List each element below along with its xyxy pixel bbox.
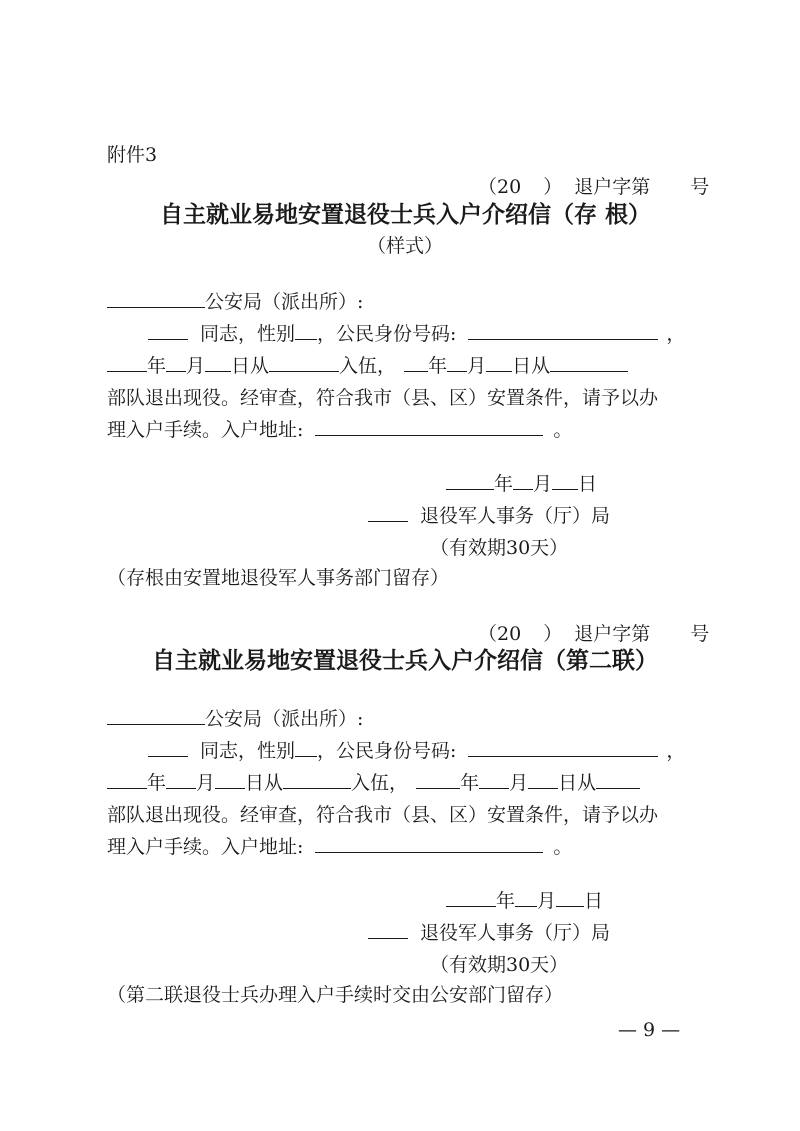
document-number-line: （20 ） 退户字第 号 bbox=[478, 176, 710, 198]
section1-title: 自主就业易地安置退役士兵入户介绍信（存 根） bbox=[160, 201, 652, 228]
police-line: 公安局（派出所）: bbox=[107, 707, 363, 731]
blank-field[interactable] bbox=[528, 771, 558, 789]
blank-field[interactable] bbox=[552, 472, 578, 490]
bureau-line: 退役军人事务（厅）局 bbox=[368, 921, 610, 945]
blank-field[interactable] bbox=[556, 889, 584, 907]
blank-field[interactable] bbox=[107, 771, 147, 789]
blank-field[interactable] bbox=[447, 354, 467, 372]
address-field[interactable] bbox=[315, 835, 543, 853]
bureau-line: 退役军人事务（厅）局 bbox=[368, 504, 610, 528]
blank-field[interactable] bbox=[468, 739, 658, 757]
address-field[interactable] bbox=[315, 418, 543, 436]
blank-field[interactable] bbox=[166, 771, 196, 789]
blank-field[interactable] bbox=[596, 771, 640, 789]
blank-field[interactable] bbox=[107, 707, 205, 725]
section1-subtitle: （样式） bbox=[367, 235, 444, 257]
blank-field[interactable] bbox=[107, 290, 205, 308]
sign-date-line: 年 月 日 bbox=[446, 472, 597, 496]
validity-label: （有效期30天） bbox=[430, 954, 569, 976]
blank-field[interactable] bbox=[148, 322, 188, 340]
address-line: 理入户手续。入户地址: 。 bbox=[107, 836, 573, 858]
blank-field[interactable] bbox=[283, 771, 351, 789]
blank-field[interactable] bbox=[166, 354, 186, 372]
sign-date-line: 年 月 日 bbox=[446, 889, 603, 913]
blank-field[interactable] bbox=[295, 322, 317, 340]
blank-field[interactable] bbox=[368, 921, 408, 939]
body-line: 部队退出现役。经审查，符合我市（县、区）安置条件，请予以办 bbox=[107, 387, 659, 409]
blank-field[interactable] bbox=[513, 472, 533, 490]
date-line: 年 月 日从 入伍， 年 月 日从 bbox=[107, 771, 640, 795]
blank-field[interactable] bbox=[269, 354, 339, 372]
blank-field[interactable] bbox=[404, 354, 428, 372]
blank-field[interactable] bbox=[446, 889, 496, 907]
blank-field[interactable] bbox=[486, 354, 512, 372]
blank-field[interactable] bbox=[148, 739, 188, 757]
page-number: — 9 — bbox=[618, 1019, 681, 1041]
blank-field[interactable] bbox=[107, 354, 147, 372]
document-number-line: （20 ） 退户字第 号 bbox=[478, 623, 710, 645]
blank-field[interactable] bbox=[368, 504, 408, 522]
section2-note: （第二联退役士兵办理入户手续时交由公安部门留存） bbox=[107, 984, 564, 1006]
address-line: 理入户手续。入户地址: 。 bbox=[107, 419, 573, 441]
validity-label: （有效期30天） bbox=[430, 537, 569, 559]
blank-field[interactable] bbox=[205, 354, 231, 372]
blank-field[interactable] bbox=[215, 771, 245, 789]
blank-field[interactable] bbox=[550, 354, 628, 372]
police-line: 公安局（派出所）: bbox=[107, 290, 363, 314]
blank-field[interactable] bbox=[479, 771, 509, 789]
body-line: 部队退出现役。经审查，符合我市（县、区）安置条件，请予以办 bbox=[107, 804, 659, 826]
blank-field[interactable] bbox=[468, 322, 658, 340]
blank-field[interactable] bbox=[295, 739, 317, 757]
comrade-line: 同志，性别 ，公民身份号码: ， bbox=[148, 739, 685, 763]
section1-note: （存根由安置地退役军人事务部门留存） bbox=[107, 567, 450, 589]
attachment-label: 附件3 bbox=[107, 144, 158, 166]
blank-field[interactable] bbox=[515, 889, 537, 907]
section2-title: 自主就业易地安置退役士兵入户介绍信（第二联） bbox=[152, 647, 658, 674]
blank-field[interactable] bbox=[416, 771, 460, 789]
blank-field[interactable] bbox=[446, 472, 494, 490]
date-line: 年 月 日从 入伍， 年 月 日从 bbox=[107, 354, 628, 378]
comrade-line: 同志，性别 ，公民身份号码: ， bbox=[148, 322, 685, 346]
